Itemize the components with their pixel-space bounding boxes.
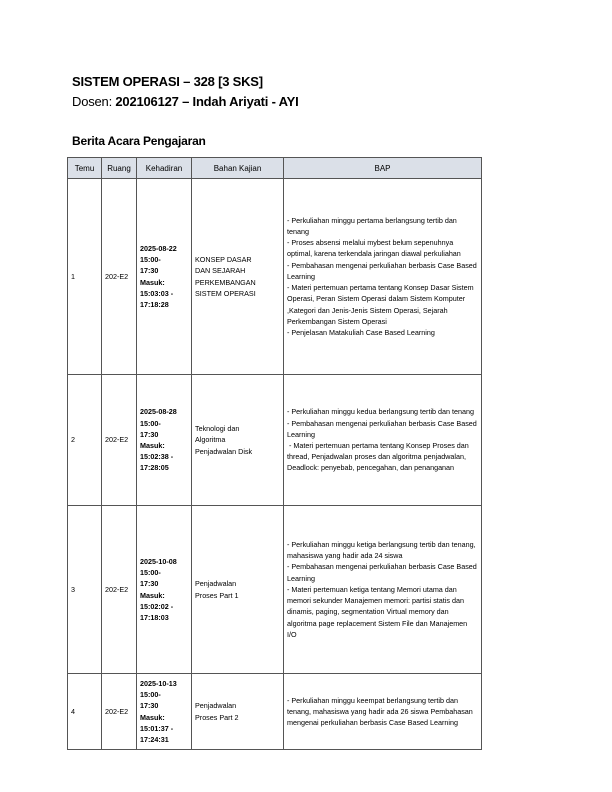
bap-item: - Pembahasan mengenai perkuliahan berbasis Case Based Learning xyxy=(287,562,479,583)
bahan-kajian-line: SISTEM OPERASI xyxy=(195,288,256,298)
cell-bap xyxy=(284,674,482,750)
bap-item: - Perkuliahan minggu kedua berlangsung tertib dan tenang xyxy=(287,407,475,417)
table-row xyxy=(68,506,482,674)
section-title: Berita Acara Pengajaran xyxy=(72,134,206,148)
kehadiran-line: 15:00- xyxy=(140,255,161,265)
lecturer-prefix: Dosen: xyxy=(72,94,116,109)
cell-temu: 3 xyxy=(68,506,102,674)
table-row xyxy=(68,674,482,750)
header-bap: BAP xyxy=(284,158,482,179)
kehadiran-line: 2025-10-13 xyxy=(140,678,177,688)
teaching-record-table xyxy=(67,157,482,750)
kehadiran-line: 2025-08-22 xyxy=(140,243,177,253)
kehadiran-line: 15:01:37 - xyxy=(140,723,174,733)
bap-item: - Pembahasan mengenai perkuliahan berbasis Case Based Learning xyxy=(287,260,479,281)
header-bahan-kajian: Bahan Kajian xyxy=(192,158,284,179)
cell-temu: 2 xyxy=(68,375,102,506)
kehadiran-line: Masuk: xyxy=(140,590,165,600)
kehadiran-line: 17:18:03 xyxy=(140,612,169,622)
cell-bahan-kajian xyxy=(192,179,284,375)
bahan-kajian-line: Penjadwalan Disk xyxy=(195,446,253,456)
lecturer-name: 202106127 – Indah Ariyati - AYI xyxy=(115,94,299,109)
bap-item: - Perkuliahan minggu pertama berlangsung tertib dan tenang xyxy=(287,215,459,237)
table-row xyxy=(68,179,482,375)
cell-ruang: 202-E2 xyxy=(102,179,137,375)
header-kehadiran: Kehadiran xyxy=(137,158,192,179)
bap-item: - Proses absensi melalui mybest belum sepenuhnya optimal, karena terkendala jaringan diawal perkuliahan xyxy=(287,238,461,259)
cell-ruang: 202-E2 xyxy=(102,375,137,506)
bap-item: - Penjelasan Matakuliah Case Based Learning xyxy=(287,327,435,337)
kehadiran-line: 17:18:28 xyxy=(140,299,169,309)
cell-temu: 4 xyxy=(68,674,102,750)
cell-temu: 1 xyxy=(68,179,102,375)
bahan-kajian-line: DAN SEJARAH xyxy=(195,266,246,276)
bap-item: - Perkuliahan minggu ketiga berlangsung tertib dan tenang, mahasiswa yang hadir ada 24 siswa xyxy=(287,540,478,561)
course-title: SISTEM OPERASI – 328 [3 SKS] xyxy=(72,74,263,89)
header-temu: Temu xyxy=(68,158,102,179)
cell-ruang: 202-E2 xyxy=(102,674,137,750)
kehadiran-line: 17:30 xyxy=(140,701,159,711)
kehadiran-line: 15:00- xyxy=(140,690,161,700)
bap-item: - Materi pertemuan pertama tentang Konsep Proses dan thread, Penjadwalan proses dan algoritma penjadwalan, Deadlock: penyebab, pencegahan, dan penanganan xyxy=(287,441,471,473)
cell-kehadiran xyxy=(137,375,192,506)
bahan-kajian-line: Penjadwalan xyxy=(195,701,237,711)
kehadiran-line: Masuk: xyxy=(140,441,165,450)
cell-kehadiran xyxy=(137,179,192,375)
kehadiran-line: Masuk: xyxy=(140,277,165,287)
cell-bap xyxy=(284,179,482,375)
kehadiran-line: 17:30 xyxy=(140,579,159,589)
kehadiran-line: Masuk: xyxy=(140,712,165,722)
cell-bap xyxy=(284,506,482,674)
bahan-kajian-line: Teknologi dan xyxy=(195,424,240,434)
cell-bap xyxy=(284,375,482,506)
kehadiran-line: 15:02:02 - xyxy=(140,601,174,611)
kehadiran-line: 17:30 xyxy=(140,266,159,276)
bap-item: - Perkuliahan minggu keempat berlangsung tertib dan tenang, mahasiswa yang hadir ada 26 siswa Pembahasan mengenai perkuliahan berbasis Case Based Learning xyxy=(287,695,475,728)
kehadiran-line: 15:03:03 - xyxy=(140,288,174,298)
kehadiran-line: 15:02:38 - xyxy=(140,452,174,462)
cell-kehadiran xyxy=(137,674,192,750)
kehadiran-line: 17:28:05 xyxy=(140,463,169,473)
cell-ruang: 202-E2 xyxy=(102,506,137,674)
cell-bahan-kajian xyxy=(192,375,284,506)
kehadiran-line: 17:30 xyxy=(140,429,159,439)
cell-bahan-kajian xyxy=(192,506,284,674)
lecturer-line xyxy=(72,94,299,109)
cell-kehadiran xyxy=(137,506,192,674)
bahan-kajian-line: Penjadwalan xyxy=(195,579,237,589)
kehadiran-line: 15:00- xyxy=(140,568,161,578)
kehadiran-line: 17:24:31 xyxy=(140,734,169,744)
bahan-kajian-line: KONSEP DASAR xyxy=(195,255,252,265)
bap-item: - Pembahasan mengenai perkuliahan berbasis Case Based Learning xyxy=(287,418,479,439)
bahan-kajian-line: Algoritma xyxy=(195,435,226,445)
bahan-kajian-line: PERKEMBANGAN xyxy=(195,277,256,287)
kehadiran-line: 2025-08-28 xyxy=(140,407,177,417)
table-header-row xyxy=(68,158,482,179)
kehadiran-line: 2025-10-08 xyxy=(140,556,177,566)
cell-bahan-kajian xyxy=(192,674,284,750)
header-ruang: Ruang xyxy=(102,158,137,179)
bap-item: - Materi pertemuan ketiga tentang Memori utama dan memori sekunder Manajemen memori: partisi statis dan dinamis, paging, segmentation Virtual memory dan algoritma page replacement Sistem File dan Manajemen I/O xyxy=(287,584,470,639)
bahan-kajian-line: Proses Part 2 xyxy=(195,712,239,722)
kehadiran-line: 15:00- xyxy=(140,418,161,428)
table-row xyxy=(68,375,482,506)
bap-item: - Materi pertemuan pertama tentang Konsep Dasar Sistem Operasi, Peran Sistem Operasi dalam Sistem Komputer ,Kategori dan Jenis-Jenis Sistem Operasi, Sejarah Perkembangan Sistem Operasi xyxy=(287,283,476,326)
bahan-kajian-line: Proses Part 1 xyxy=(195,590,239,600)
